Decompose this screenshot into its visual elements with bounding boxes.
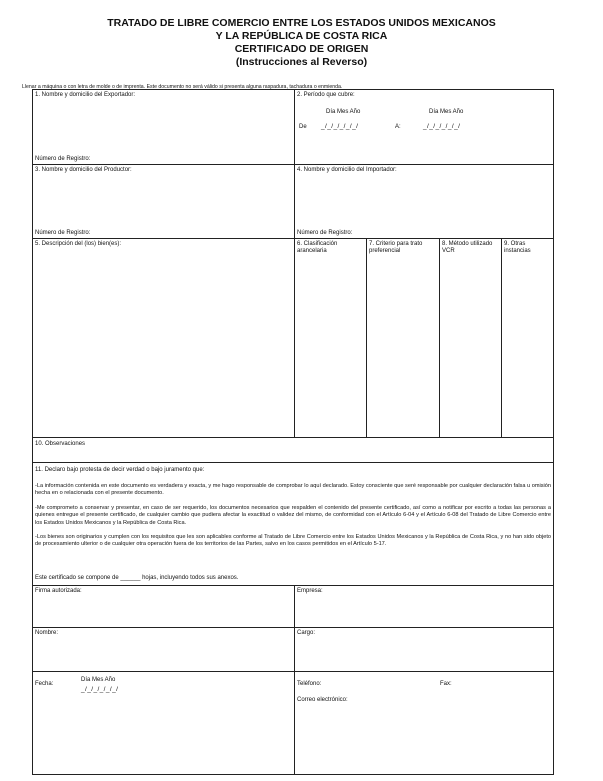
importer-registry-label: Número de Registro: (297, 230, 353, 236)
row-divider (33, 238, 553, 239)
date-label: Fecha: (35, 681, 54, 687)
row-divider (33, 164, 553, 165)
declaration-label: 11. Declaro bajo protesta de decir verdad o bajo juramento que: (35, 467, 205, 473)
column-divider (501, 238, 502, 437)
date-format-from: Día Mes Año (326, 109, 361, 115)
vcr-method-label: 8. Método utilizado VCR (442, 241, 493, 255)
position-label: Cargo: (297, 630, 316, 636)
exporter-label: 1. Nombre y domicilio del Exportador: (35, 92, 136, 98)
tariff-classification-label: 6. Clasificación arancelaria (297, 241, 338, 255)
certificate-form (32, 89, 554, 775)
signature-date-format: Día Mes Año (81, 677, 116, 683)
to-date-field[interactable]: _/_/_/_/_/_/ (423, 123, 461, 130)
period-label: 2. Período que cubre: (297, 92, 355, 98)
sheet-count-statement: Este certificado se compone de ______ hojas, incluyendo todos sus anexos. (35, 575, 239, 581)
row-divider (33, 627, 553, 628)
instruction-note: Llenar a máquina o con letra de molde o de imprenta. Este documento no será válido si presenta alguna raspadura, tachadura o enmienda. (22, 84, 343, 90)
preference-criterion-label: 7. Criterio para trato preferencial (369, 241, 423, 255)
date-format-to: Día Mes Año (429, 109, 464, 115)
signature-date-field[interactable]: _/_/_/_/_/_/ (81, 686, 119, 693)
exporter-registry-label: Número de Registro: (35, 156, 91, 162)
importer-label: 4. Nombre y domicilio del Importador: (297, 167, 397, 173)
producer-registry-label: Número de Registro: (35, 230, 91, 236)
row-divider (33, 585, 553, 586)
other-instances-label: 9. Otras instancias (504, 241, 531, 255)
row-divider (33, 437, 553, 438)
row-divider (33, 671, 553, 672)
column-divider (366, 238, 367, 437)
column-divider (294, 90, 295, 437)
form-subtitle: Y LA REPÚBLICA DE COSTA RICA (215, 30, 388, 42)
phone-label: Teléfono: (297, 681, 322, 687)
declaration-paragraph-1: -La información contenida en este documento es verdadera y exacta, y me hago responsable de comprobar lo aquí declarado. Estoy consciente que seré responsable por cualquier declaración falsa u omisión hecha en o relacionada con el presente documento. (35, 483, 551, 497)
goods-description-label: 5. Descripción del (los) bien(es): (35, 241, 122, 247)
signature-label: Firma autorizada: (35, 588, 82, 594)
producer-label: 3. Nombre y domicilio del Productor: (35, 167, 132, 173)
company-label: Empresa: (297, 588, 323, 594)
instructions-reference: (Instrucciones al Reverso) (235, 56, 368, 68)
to-label: A: (395, 124, 401, 130)
certificate-heading: CERTIFICADO DE ORIGEN (234, 43, 369, 55)
declaration-paragraph-2: -Me comprometo a conservar y presentar, en caso de ser requerido, los documentos necesarios que respalden el contenido del presente certificado, así como a notificar por escrito a todas las personas a quienes entregue el presente certificado, de cualquier cambio que pudiera afectar la exactitud o validez del mismo, de conformidad con el Artículo 6-04 y el Artículo 6-08 del Tratado de Libre Comercio entre los Estados Unidos Mexicanos y la República de Costa Rica. (35, 505, 551, 526)
from-label: De (299, 124, 307, 130)
email-label: Correo electrónico: (297, 697, 348, 703)
column-divider (439, 238, 440, 437)
name-label: Nombre: (35, 630, 59, 636)
observations-label: 10. Observaciones (35, 441, 86, 447)
column-divider (294, 585, 295, 774)
from-date-field[interactable]: _/_/_/_/_/_/ (321, 123, 359, 130)
row-divider (33, 462, 553, 463)
declaration-paragraph-3: -Los bienes son originarios y cumplen con los requisitos que les son aplicables conforme al Tratado de Libre Comercio entre los Estados Unidos Mexicanos y la República de Costa Rica, y no han sido objeto de procesamiento ulterior o de cualquier otra operación fuera de los territorios de las Partes, salvo en los casos permitidos en el Artículo 5-17. (35, 534, 551, 548)
form-title: TRATADO DE LIBRE COMERCIO ENTRE LOS ESTADOS UNIDOS MEXICANOS (107, 17, 496, 29)
fax-label: Fax: (440, 681, 452, 687)
